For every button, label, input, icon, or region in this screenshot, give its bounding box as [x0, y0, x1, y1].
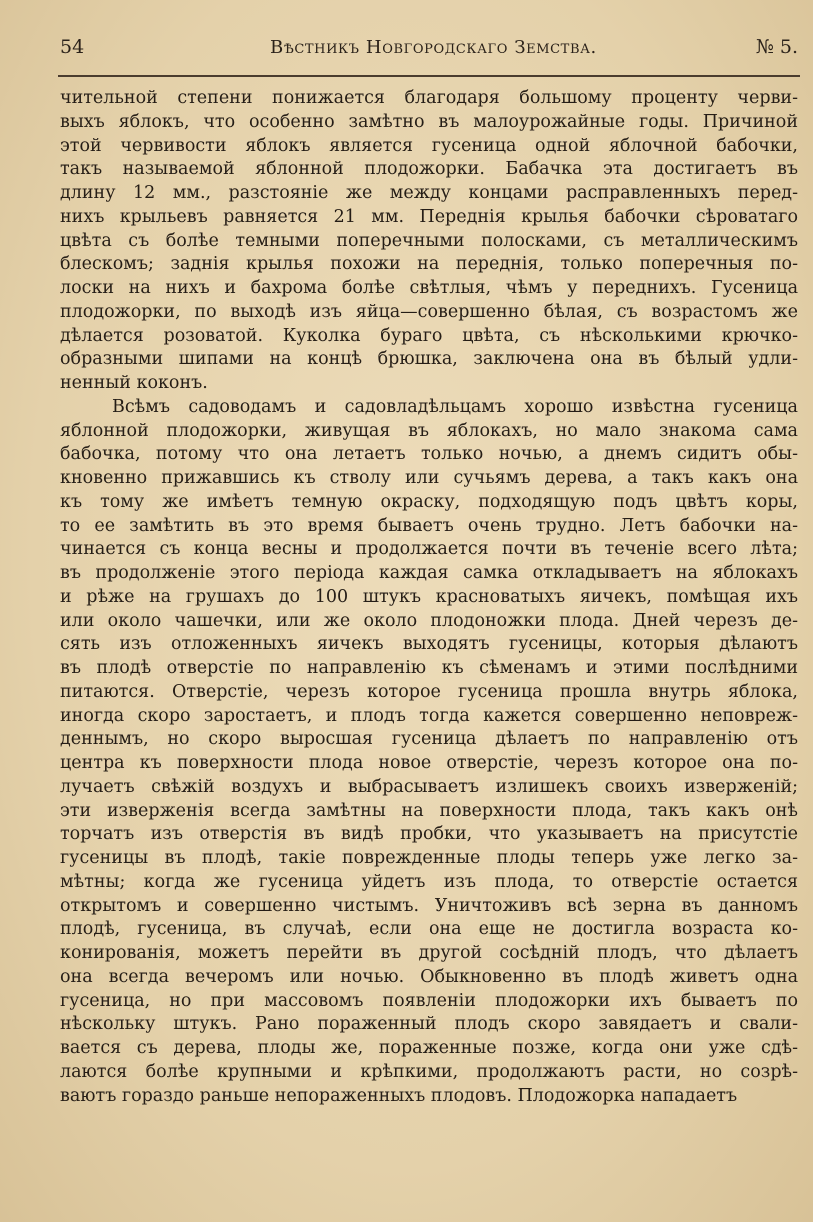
- text-line: блескомъ; заднія крылья похожи на переднія, только поперечныя по-: [60, 254, 798, 275]
- text-line: въ плодѣ отверстіе по направленію къ сѣменамъ и этими послѣдними: [60, 658, 798, 678]
- text-line: конированія, можетъ перейти въ другой сосѣдній плодъ, что дѣлаетъ: [60, 943, 798, 963]
- text-line: длину 12 мм., разстояніе же между концами расправленныхъ перед-: [60, 183, 798, 203]
- text-line: гусеницы въ плодѣ, такіе поврежденные плоды теперь уже легко за-: [60, 848, 798, 868]
- text-line: плодожорки, по выходѣ изъ яйца—совершенно бѣлая, съ возрастомъ же: [60, 301, 798, 322]
- text-line: къ тому же имѣетъ темную окраску, подходящую подъ цвѣтъ коры,: [60, 491, 798, 512]
- text-line: въ продолженіе этого періода каждая самка откладываетъ на яблокахъ: [60, 563, 798, 583]
- text-line: вается съ дерева, плоды же, пораженные позже, когда они уже сдѣ-: [60, 1038, 798, 1058]
- text-line: чинается съ конца весны и продолжается почти въ теченіе всего лѣта;: [60, 539, 798, 560]
- text-line: этой червивости яблокъ является гусеница одной яблочной бабочки,: [60, 135, 798, 156]
- text-line: кновенно прижавшись къ стволу или сучьямъ дерева, а такъ какъ она: [60, 468, 798, 488]
- running-header: [60, 36, 798, 66]
- text-line: гусеница, но при массовомъ появленіи плодожорки ихъ бываетъ по: [60, 990, 798, 1011]
- body-text: [60, 87, 798, 1108]
- text-line: деннымъ, но скоро выросшая гусеница дѣлаетъ по направленію отъ: [60, 729, 798, 750]
- paragraph: [60, 87, 798, 396]
- text-line: иногда скоро заростаетъ, и плодъ тогда кажется совершенно неповреж-: [60, 705, 798, 726]
- text-line: и рѣже на грушахъ до 100 штукъ красноватыхъ яичекъ, помѣщая ихъ: [60, 586, 798, 607]
- page-number: 54: [60, 36, 85, 58]
- text-line: чительной степени понижается благодаря большому проценту черви-: [60, 88, 798, 108]
- text-line: бабочка, потому что она летаетъ только ночью, а днемъ сидитъ обы-: [60, 444, 798, 465]
- text-line: лаются болѣе крупными и крѣпкими, продолжаютъ расти, но созрѣ-: [60, 1061, 798, 1082]
- text-line: плодѣ, гусеница, въ случаѣ, если она еще не достигла возраста ко-: [60, 919, 798, 940]
- text-line: лоски на нихъ и бахрома болѣе свѣтлыя, чѣмъ у переднихъ. Гусеница: [60, 278, 798, 298]
- text-line: она всегда вечеромъ или ночью. Обыкновенно въ плодѣ живетъ одна: [60, 966, 798, 987]
- text-line: лучаетъ свѣжій воздухъ и выбрасываетъ излишекъ своихъ изверженій;: [60, 776, 798, 797]
- text-line: торчатъ изъ отверстія въ видѣ пробки, что указываетъ на присутстіе: [60, 824, 798, 845]
- text-line: выхъ яблокъ, что особенно замѣтно въ малоурожайные годы. Причиной: [60, 111, 798, 132]
- text-line: мѣтны; когда же гусеница уйдетъ изъ плода, то отверстіе остается: [60, 871, 798, 892]
- text-line: дѣлается розоватой. Куколка бураго цвѣта, съ нѣсколькими крючко-: [60, 325, 798, 346]
- paragraph: [60, 396, 798, 1109]
- text-line: такъ называемой яблонной плодожорки. Бабачка эта достигаетъ въ: [60, 159, 798, 180]
- text-line: ненный коконъ.: [60, 373, 208, 393]
- text-line: цвѣта съ болѣе темными поперечными полосками, съ металлическимъ: [60, 230, 798, 251]
- issue-number: № 5.: [755, 36, 798, 58]
- text-line: сять изъ отложенныхъ яичекъ выходятъ гусеницы, которыя дѣлаютъ: [60, 634, 798, 655]
- text-line: то ее замѣтить въ это время бываетъ очень трудно. Летъ бабочки на-: [60, 515, 798, 536]
- text-line: или около чашечки, или же около плодоножки плода. Дней черезъ де-: [60, 610, 798, 631]
- text-line: нихъ крыльевъ равняется 21 мм. Переднія крылья бабочки сѣроватаго: [60, 206, 798, 227]
- text-line: эти изверженія всегда замѣтны на поверхности плода, такъ какъ онѣ: [60, 800, 798, 821]
- text-line: нѣскольку штукъ. Рано пораженный плодъ скоро завядаетъ и свали-: [60, 1014, 798, 1035]
- text-line: образными шипами на концѣ брюшка, заключена она въ бѣлый удли-: [60, 349, 798, 370]
- text-line: центра къ поверхности плода новое отверстіе, черезъ которое она по-: [60, 753, 798, 773]
- text-line: ваютъ гораздо раньше непораженныхъ плодовъ. Плодожорка нападаетъ: [60, 1085, 738, 1106]
- text-line: питаются. Отверстіе, черезъ которое гусеница прошла внутрь яблока,: [60, 681, 798, 702]
- text-line: яблонной плодожорки, живущая въ яблокахъ, но мало знакома сама: [60, 420, 798, 441]
- journal-title: Вѣстникъ Новгородскаго Земства.: [270, 37, 597, 58]
- text-line: открытомъ и совершенно чистымъ. Уничтоживъ всѣ зерна въ данномъ: [60, 895, 798, 916]
- header-rule: [58, 75, 800, 77]
- text-line: Всѣмъ садоводамъ и садовладѣльцамъ хорошо извѣстна гусеница: [112, 396, 798, 417]
